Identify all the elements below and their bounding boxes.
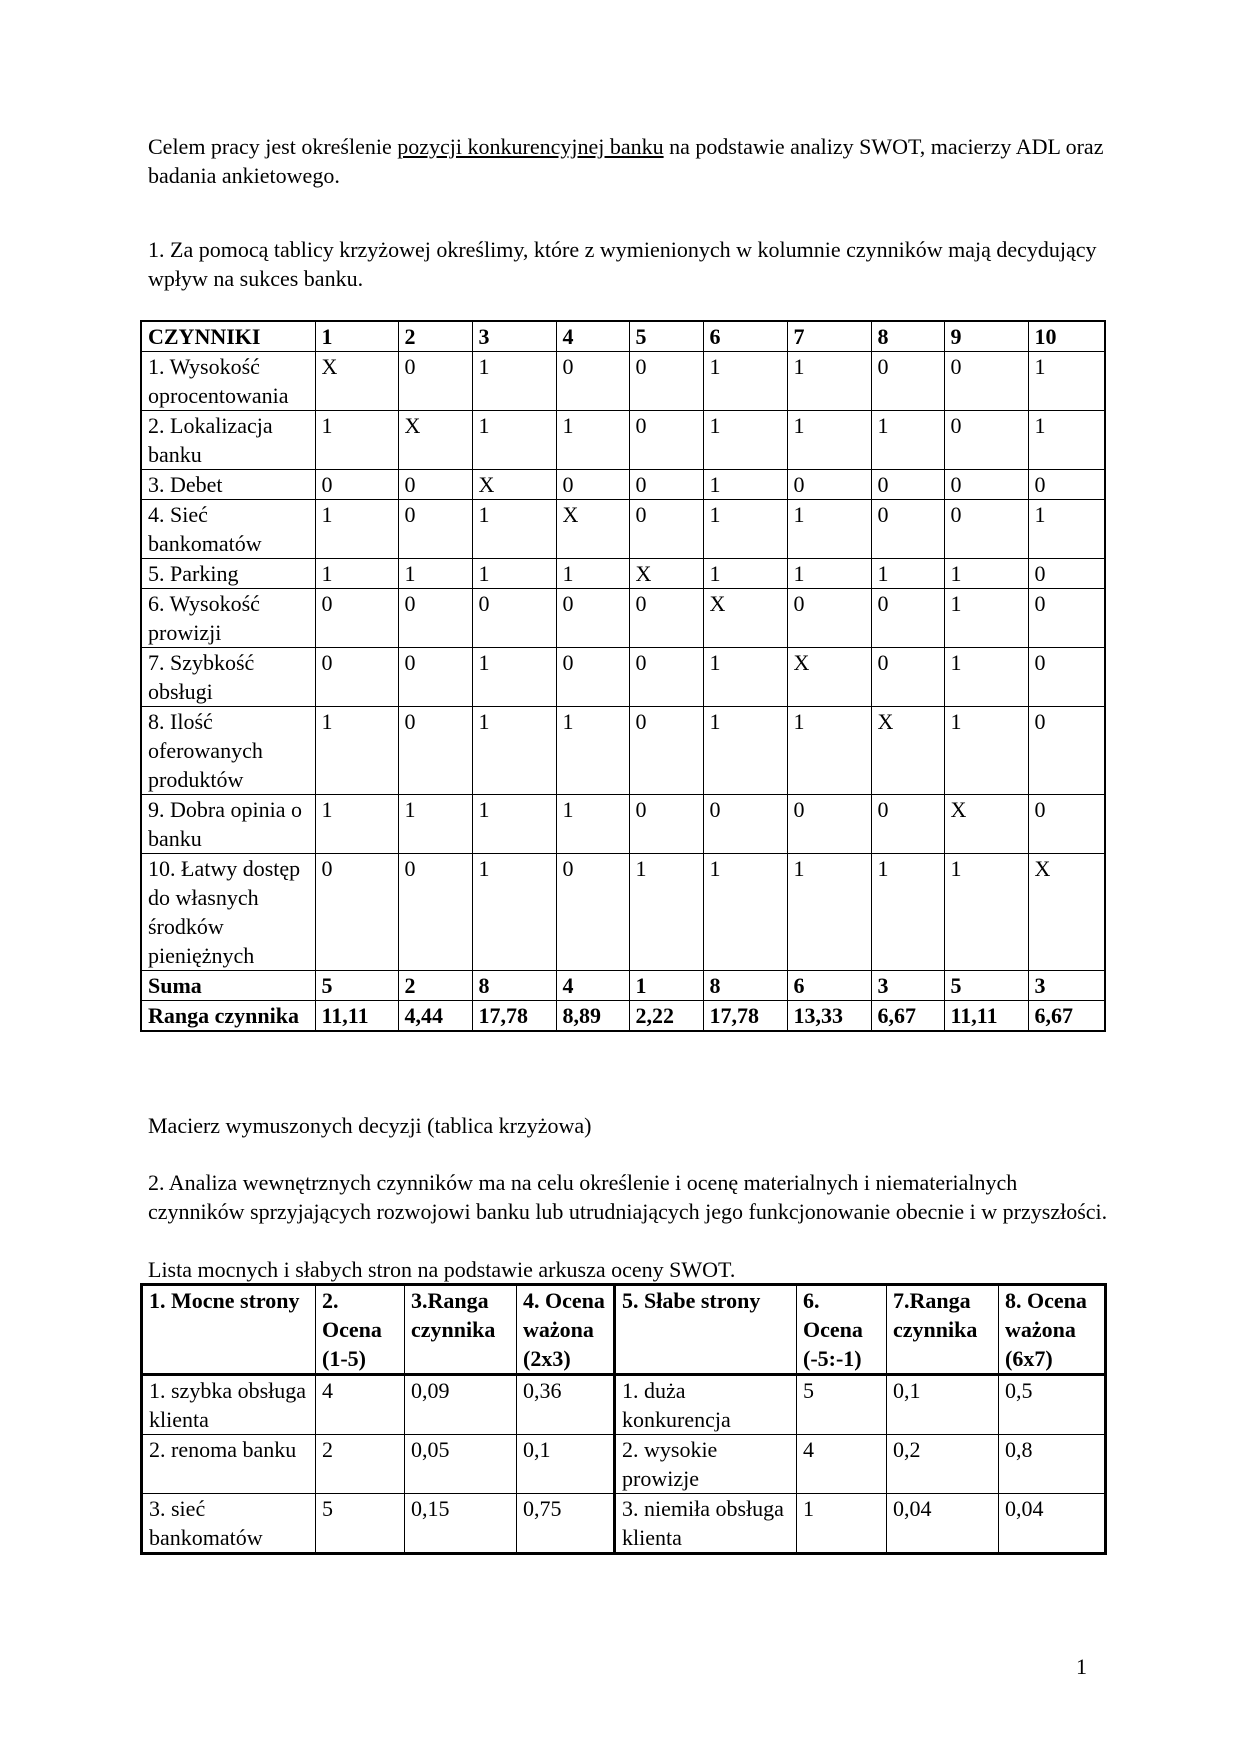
cross-table-header-row-cell: 5 [629, 321, 703, 352]
cross-table-row-cell: 6. Wysokość prowizji [141, 589, 315, 648]
cross-table-row-cell: 0 [871, 648, 944, 707]
cross-table-row-cell: X [398, 411, 472, 470]
cross-table-row-cell: 0 [871, 470, 944, 500]
cross-table-row-cell: 1 [944, 648, 1028, 707]
cross-table-row-cell: 3. Debet [141, 470, 315, 500]
cross-table-row-cell: 1 [472, 352, 556, 411]
step1-paragraph: 1. Za pomocą tablicy krzyżowej określimy, które z wymienionych w kolumnie czynników mają decydujący wpływ na sukces banku. [148, 237, 1097, 291]
cross-table-row-cell: 0 [1028, 707, 1105, 795]
cross-table-row-cell: 1 [787, 854, 871, 971]
cross-table-header-row-cell: 3 [472, 321, 556, 352]
swot-table-row-cell: 0,1 [887, 1375, 999, 1435]
cross-table-row-cell: 4. Sieć bankomatów [141, 500, 315, 559]
cross-table-row-cell: 1 [472, 854, 556, 971]
cross-table-row-cell: X [315, 352, 398, 411]
cross-table-header-row-cell: 2 [398, 321, 472, 352]
cross-table-row-cell: 1 [472, 411, 556, 470]
swot-table-row-cell: 0,09 [405, 1375, 517, 1435]
cross-table-row-cell: 0 [315, 470, 398, 500]
swot-table-row [142, 1435, 1106, 1494]
cross-table-row-cell: 0 [556, 854, 629, 971]
cross-table-row-cell: 1 [315, 559, 398, 589]
cross-table-row-cell: 1 [556, 559, 629, 589]
cross-table-row-cell: 0 [315, 648, 398, 707]
cross-table-header-row-cell: 6 [703, 321, 787, 352]
cross-table-row-cell: 1 [703, 707, 787, 795]
cross-table-row-cell: 1 [472, 707, 556, 795]
swot-table-row [142, 1375, 1106, 1435]
cross-table-row-cell: X [871, 707, 944, 795]
intro-underlined-phrase: pozycji konkurencyjnej banku [397, 134, 664, 159]
cross-table-row-cell: 0 [787, 589, 871, 648]
cross-table-row-cell: 0 [787, 795, 871, 854]
swot-table-header-row-cell: 3.Ranga czynnika [405, 1285, 517, 1375]
cross-table-row-cell: 1 [703, 411, 787, 470]
cross-table-row-cell: 0 [398, 648, 472, 707]
cross-table-row-cell: 1 [703, 500, 787, 559]
cross-table-row-cell: 0 [315, 589, 398, 648]
cross-table-row-cell: X [944, 795, 1028, 854]
cross-table-row-cell: 0 [629, 795, 703, 854]
cross-table-row-cell: 0 [398, 854, 472, 971]
cross-table-row [141, 707, 1105, 795]
cross-table-row-cell: 1 [398, 795, 472, 854]
swot-table-header-row-cell: 8. Ocena ważona (6x7) [999, 1285, 1106, 1375]
cross-table-row-cell: 1 [315, 795, 398, 854]
cross-table-row-cell: 1 [787, 352, 871, 411]
cross-table-row-cell: 0 [871, 352, 944, 411]
cross-table-row [141, 589, 1105, 648]
cross-table-row-cell: 1 [629, 854, 703, 971]
cross-table-row-cell: 1 [1028, 352, 1105, 411]
swot-table-row-cell: 2. wysokie prowizje [615, 1435, 797, 1494]
swot-table-header-row-cell: 2. Ocena (1-5) [316, 1285, 405, 1375]
cross-table-row-cell: 0 [629, 470, 703, 500]
cross-table-row-cell: 0 [1028, 648, 1105, 707]
cross-table-body [141, 321, 1105, 1031]
cross-table-row-cell: 0 [944, 470, 1028, 500]
cross-table-row-cell: 1 [556, 707, 629, 795]
cross-table-row-cell: 0 [398, 500, 472, 559]
cross-table-sum-row-cell: 5 [944, 971, 1028, 1001]
swot-table-header-row-cell: 4. Ocena ważona (2x3) [517, 1285, 615, 1375]
cross-table-row-cell: 1 [944, 854, 1028, 971]
cross-table-row-cell: 1 [703, 854, 787, 971]
cross-table-rank-row-cell: 6,67 [871, 1001, 944, 1032]
cross-table-row-cell: 1 [472, 648, 556, 707]
cross-table-row-cell: 0 [315, 854, 398, 971]
cross-table-row-cell: 10. Łatwy dostęp do własnych środków pieniężnych [141, 854, 315, 971]
cross-table-row [141, 854, 1105, 971]
cross-table-row-cell: 0 [629, 500, 703, 559]
cross-table-sum-row-cell: 3 [1028, 971, 1105, 1001]
cross-table-rank-row-cell: 4,44 [398, 1001, 472, 1032]
cross-table-row [141, 470, 1105, 500]
cross-table-row-cell: 1 [1028, 500, 1105, 559]
cross-table-row-cell: 0 [1028, 589, 1105, 648]
cross-table-row-cell: 0 [1028, 559, 1105, 589]
swot-table-row-cell: 1. duża konkurencja [615, 1375, 797, 1435]
cross-table-row-cell: 1 [787, 411, 871, 470]
cross-table-header-row-cell: CZYNNIKI [141, 321, 315, 352]
cross-table-row-cell: 5. Parking [141, 559, 315, 589]
cross-table-row-cell: 1 [871, 854, 944, 971]
cross-table [140, 320, 1106, 1032]
cross-table-row-cell: X [556, 500, 629, 559]
cross-table-row-cell: X [787, 648, 871, 707]
cross-table-row-cell: 1 [315, 500, 398, 559]
cross-table-rank-row-cell: 17,78 [703, 1001, 787, 1032]
cross-table-row-cell: 1 [703, 470, 787, 500]
swot-table-row-cell: 1 [797, 1494, 887, 1554]
cross-table-row-cell: 0 [871, 589, 944, 648]
cross-table-row-cell: 1 [944, 589, 1028, 648]
cross-table-row-cell: 0 [556, 589, 629, 648]
swot-table-row-cell: 0,36 [517, 1375, 615, 1435]
cross-table-row-cell: 1 [1028, 411, 1105, 470]
cross-table-row [141, 500, 1105, 559]
cross-table-row-cell: 1 [703, 352, 787, 411]
swot-table [140, 1283, 1107, 1555]
cross-table-row-cell: 1. Wysokość oprocentowania [141, 352, 315, 411]
cross-table-row-cell: 0 [556, 470, 629, 500]
swot-table-row-cell: 2. renoma banku [142, 1435, 316, 1494]
cross-table-rank-row [141, 1001, 1105, 1032]
cross-table-row-cell: 0 [398, 470, 472, 500]
swot-table-row [142, 1494, 1106, 1554]
cross-table-row-cell: 0 [398, 589, 472, 648]
cross-table-rank-row-cell: 17,78 [472, 1001, 556, 1032]
swot-table-header-row-cell: 7.Ranga czynnika [887, 1285, 999, 1375]
intro-paragraph [148, 132, 1108, 190]
cross-table-sum-row-cell: 2 [398, 971, 472, 1001]
cross-table-row-cell: X [1028, 854, 1105, 971]
cross-table-row-cell: 1 [703, 559, 787, 589]
cross-table-row-cell: X [703, 589, 787, 648]
cross-table-header-row-cell: 9 [944, 321, 1028, 352]
cross-table-row-cell: 1 [556, 411, 629, 470]
cross-table-row-cell: X [472, 470, 556, 500]
swot-table-row-cell: 0,5 [999, 1375, 1106, 1435]
cross-table-row-cell: 0 [398, 352, 472, 411]
swot-table-row-cell: 1. szybka obsługa klienta [142, 1375, 316, 1435]
swot-table-row-cell: 0,1 [517, 1435, 615, 1494]
cross-table-row-cell: 9. Dobra opinia o banku [141, 795, 315, 854]
cross-table-row-cell: 1 [787, 500, 871, 559]
cross-table-row-cell: 1 [472, 559, 556, 589]
cross-table-row-cell: 1 [944, 707, 1028, 795]
cross-table-row-cell: 8. Ilość oferowanych produktów [141, 707, 315, 795]
swot-table-row-cell: 5 [316, 1494, 405, 1554]
cross-table-row-cell: 0 [1028, 470, 1105, 500]
swot-table-header-row [142, 1285, 1106, 1375]
cross-table-rank-row-cell: 13,33 [787, 1001, 871, 1032]
cross-table-row-cell: 0 [787, 470, 871, 500]
cross-table-row-cell: 1 [787, 707, 871, 795]
cross-table-row-cell: 1 [315, 411, 398, 470]
cross-table-rank-row-cell: 2,22 [629, 1001, 703, 1032]
cross-table-row-cell: 0 [629, 648, 703, 707]
cross-table-header-row-cell: 8 [871, 321, 944, 352]
cross-table-rank-row-cell: 11,11 [315, 1001, 398, 1032]
swot-table-row-cell: 0,04 [999, 1494, 1106, 1554]
cross-table-row-cell: 1 [472, 795, 556, 854]
cross-table-sum-row-cell: 6 [787, 971, 871, 1001]
swot-intro-paragraph: 2. Analiza wewnętrznych czynników ma na celu określenie i ocenę materialnych i niematerialnych czynników sprzyjających rozwojowi banku lub utrudniających jego funkcjonowanie obecnie i w przyszłości. [148, 1170, 1108, 1224]
cross-table-row-cell: 0 [629, 352, 703, 411]
swot-table-header-row-cell: 5. Słabe strony [615, 1285, 797, 1375]
swot-table-row-cell: 5 [797, 1375, 887, 1435]
cross-table-header-row-cell: 10 [1028, 321, 1105, 352]
cross-table-row-cell: 1 [703, 648, 787, 707]
cross-table-header-row-cell: 1 [315, 321, 398, 352]
cross-table-row [141, 648, 1105, 707]
table-caption: Macierz wymuszonych decyzji (tablica krzyżowa) [148, 1113, 592, 1138]
swot-table-row-cell: 0,2 [887, 1435, 999, 1494]
cross-table-header-row-cell: 4 [556, 321, 629, 352]
cross-table-row-cell: 0 [398, 707, 472, 795]
cross-table-row-cell: 7. Szybkość obsługi [141, 648, 315, 707]
cross-table-header-row-cell: 7 [787, 321, 871, 352]
swot-table-header-row-cell: 6. Ocena (-5:-1) [797, 1285, 887, 1375]
cross-table-row-cell: 0 [629, 411, 703, 470]
cross-table-row-cell: 0 [703, 795, 787, 854]
intro-text-end: na podstawie analizy SWOT, macierzy ADL oraz badania ankietowego. [148, 134, 1104, 188]
cross-table-row-cell: 1 [556, 795, 629, 854]
swot-table-row-cell: 0,15 [405, 1494, 517, 1554]
cross-table-row-cell: 1 [787, 559, 871, 589]
cross-table-row-cell: X [629, 559, 703, 589]
cross-table-rank-row-cell: 11,11 [944, 1001, 1028, 1032]
cross-table-row-cell: 0 [556, 648, 629, 707]
swot-list-heading: Lista mocnych i słabych stron na podstawie arkusza oceny SWOT. [148, 1257, 736, 1282]
swot-table-row-cell: 2 [316, 1435, 405, 1494]
swot-table-row-cell: 0,04 [887, 1494, 999, 1554]
cross-table-header-row [141, 321, 1105, 352]
cross-table-rank-row-cell: Ranga czynnika [141, 1001, 315, 1032]
cross-table-row [141, 559, 1105, 589]
cross-table-row-cell: 0 [944, 352, 1028, 411]
cross-table-row-cell: 0 [556, 352, 629, 411]
cross-table-row-cell: 0 [1028, 795, 1105, 854]
swot-table-row-cell: 3. sieć bankomatów [142, 1494, 316, 1554]
cross-table-row-cell: 0 [472, 589, 556, 648]
swot-table-row-cell: 4 [316, 1375, 405, 1435]
swot-table-row-cell: 0,8 [999, 1435, 1106, 1494]
cross-table-sum-row-cell: 3 [871, 971, 944, 1001]
cross-table-row-cell: 2. Lokalizacja banku [141, 411, 315, 470]
cross-table-row-cell: 1 [871, 411, 944, 470]
swot-table-row-cell: 3. niemiła obsługa klienta [615, 1494, 797, 1554]
cross-table-row [141, 352, 1105, 411]
cross-table-row-cell: 0 [944, 411, 1028, 470]
cross-table-row-cell: 1 [315, 707, 398, 795]
cross-table-row-cell: 0 [629, 707, 703, 795]
intro-text-start: Celem pracy jest określenie [148, 134, 398, 159]
cross-table-row-cell: 1 [472, 500, 556, 559]
cross-table-row [141, 411, 1105, 470]
swot-table-body [142, 1285, 1106, 1554]
cross-table-row-cell: 1 [944, 559, 1028, 589]
cross-table-sum-row-cell: 8 [472, 971, 556, 1001]
swot-table-row-cell: 0,75 [517, 1494, 615, 1554]
cross-table-row [141, 795, 1105, 854]
cross-table-row-cell: 0 [871, 795, 944, 854]
cross-table-sum-row-cell: 1 [629, 971, 703, 1001]
cross-table-rank-row-cell: 8,89 [556, 1001, 629, 1032]
cross-table-rank-row-cell: 6,67 [1028, 1001, 1105, 1032]
cross-table-sum-row-cell: 4 [556, 971, 629, 1001]
swot-table-header-row-cell: 1. Mocne strony [142, 1285, 316, 1375]
cross-table-sum-row-cell: 8 [703, 971, 787, 1001]
cross-table-sum-row [141, 971, 1105, 1001]
cross-table-row-cell: 1 [871, 559, 944, 589]
cross-table-row-cell: 0 [629, 589, 703, 648]
cross-table-row-cell: 0 [871, 500, 944, 559]
page-number: 1 [1076, 1654, 1087, 1679]
swot-table-row-cell: 4 [797, 1435, 887, 1494]
cross-table-sum-row-cell: Suma [141, 971, 315, 1001]
cross-table-sum-row-cell: 5 [315, 971, 398, 1001]
cross-table-row-cell: 0 [944, 500, 1028, 559]
cross-table-row-cell: 1 [398, 559, 472, 589]
swot-table-row-cell: 0,05 [405, 1435, 517, 1494]
